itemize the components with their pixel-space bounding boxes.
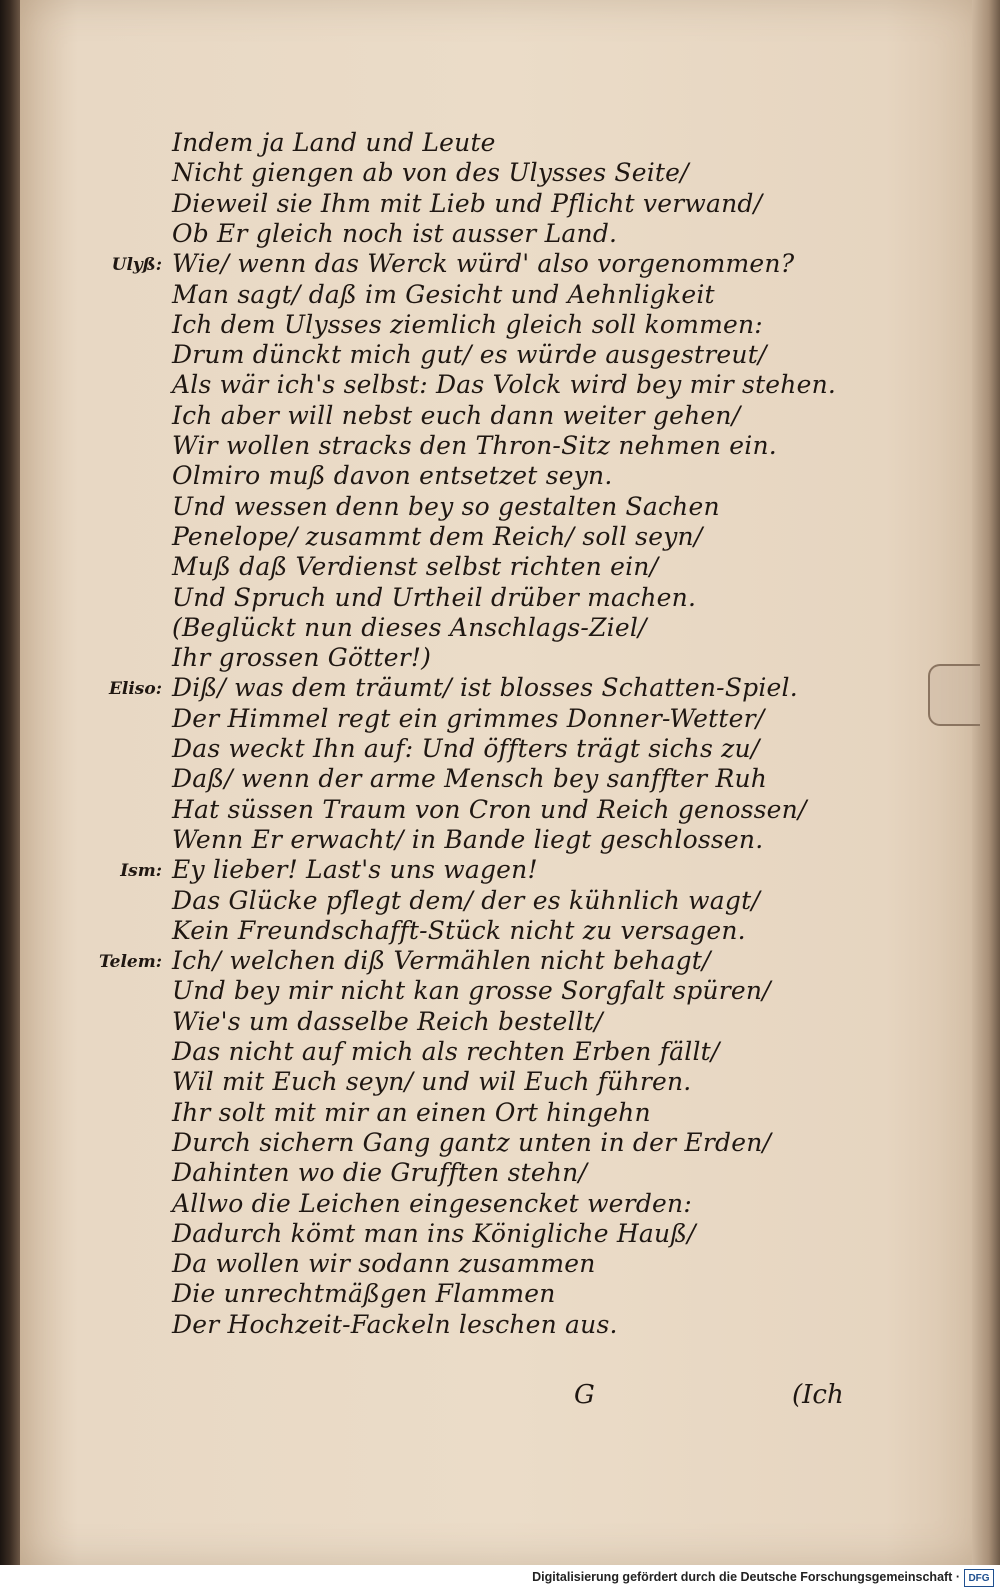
verse-line: Daß/ wenn der arme Mensch bey sanffter Ruh: [172, 764, 768, 794]
verse-line: Wil mit Euch seyn/ und wil Euch führen.: [172, 1067, 692, 1097]
verse-line: Als wär ich's selbst: Das Volck wird bey mir stehen.: [172, 370, 837, 400]
verse-line: Das nicht auf mich als rechten Erben fällt/: [172, 1037, 720, 1066]
verse-line: Und bey mir nicht kan grosse Sorgfalt spüren/: [172, 976, 771, 1006]
verse-line: Penelope/ zusammt dem Reich/ soll seyn/: [172, 521, 703, 551]
catchword: (Ich: [792, 1380, 844, 1410]
verse-line: Der Himmel regt ein grimmes Donner-Wetter/: [172, 703, 765, 733]
verse-line: Ihr solt mit mir an einen Ort hingehn: [172, 1097, 651, 1127]
verse-line: Der Hochzeit-Fackeln leschen aus.: [172, 1309, 618, 1339]
speaker-label: Ism:: [120, 861, 162, 882]
speaker-label: Telem:: [98, 952, 162, 973]
verse-line: Diß/ was dem träumt/ ist blosses Schatten-Spiel.: [172, 673, 798, 703]
verse-line: Dadurch kömt man ins Königliche Hauß/: [172, 1218, 696, 1248]
verse-line: Und Spruch und Urtheil drüber machen.: [172, 582, 697, 612]
verse-line: Wenn Er erwacht/ in Bande liegt geschlossen.: [172, 824, 764, 854]
verse-line: Das weckt Ihn auf: Und öffters trägt sichs zu/: [172, 734, 760, 763]
verse-line: Durch sichern Gang gantz unten in der Erden/: [172, 1127, 772, 1157]
dfg-logo: DFG: [964, 1569, 994, 1587]
verse-line: Wie/ wenn das Werck würd' also vorgenommen?: [172, 249, 795, 279]
verse-line: Nicht giengen ab von des Ulysses Seite/: [172, 158, 689, 188]
verse-line: Die unrechtmäßgen Flammen: [172, 1279, 556, 1309]
footer-credit: Digitalisierung gefördert durch die Deutsche Forschungsgemeinschaft ·: [532, 1570, 960, 1584]
verse-line: Indem ja Land und Leute: [172, 128, 496, 157]
verse-line: Ich/ welchen diß Vermählen nicht behagt/: [172, 946, 711, 976]
verse-line: Dieweil sie Ihm mit Lieb und Pflicht verwand/: [172, 188, 763, 218]
verse-line: Und wessen denn bey so gestalten Sachen: [172, 491, 720, 521]
verse-line: Dahinten wo die Grufften stehn/: [172, 1158, 588, 1188]
verse-line: Wir wollen stracks den Thron-Sitz nehmen ein.: [172, 431, 777, 460]
verse-line: Man sagt/ daß im Gesicht und Aehnligkeit: [172, 279, 715, 309]
verse-line: Drum dünckt mich gut/ es würde ausgestreut/: [172, 340, 767, 370]
speaker-label: Eliso:: [108, 679, 162, 700]
verse-line: Das Glücke pflegt dem/ der es kühnlich wagt/: [172, 885, 760, 915]
verse-line: Ob Er gleich noch ist ausser Land.: [172, 218, 618, 248]
verse-line: Ihr grossen Götter!): [172, 643, 432, 673]
verse-line: Ich aber will nebst euch dann weiter gehen/: [172, 400, 741, 430]
verse-line: Muß daß Verdienst selbst richten ein/: [172, 552, 659, 582]
signature-mark: G: [574, 1380, 595, 1410]
verse-line: (Beglückt nun dieses Anschlags-Ziel/: [172, 612, 647, 642]
verse-line: Wie's um dasselbe Reich bestellt/: [172, 1006, 603, 1036]
verse-line: Olmiro muß davon entsetzet seyn.: [172, 461, 613, 491]
verse-line: Da wollen wir sodann zusammen: [172, 1249, 596, 1279]
speaker-label: Ulyß:: [111, 255, 162, 276]
verse-line: Ich dem Ulysses ziemlich gleich soll kommen:: [172, 309, 763, 339]
verse-line: Kein Freundschafft-Stück nicht zu versagen.: [172, 915, 746, 945]
verse-line: Ey lieber! Last's uns wagen!: [172, 855, 538, 885]
verse-line: Allwo die Leichen eingesencket werden:: [172, 1188, 692, 1218]
verse-line: Hat süssen Traum von Cron und Reich genossen/: [172, 794, 807, 824]
